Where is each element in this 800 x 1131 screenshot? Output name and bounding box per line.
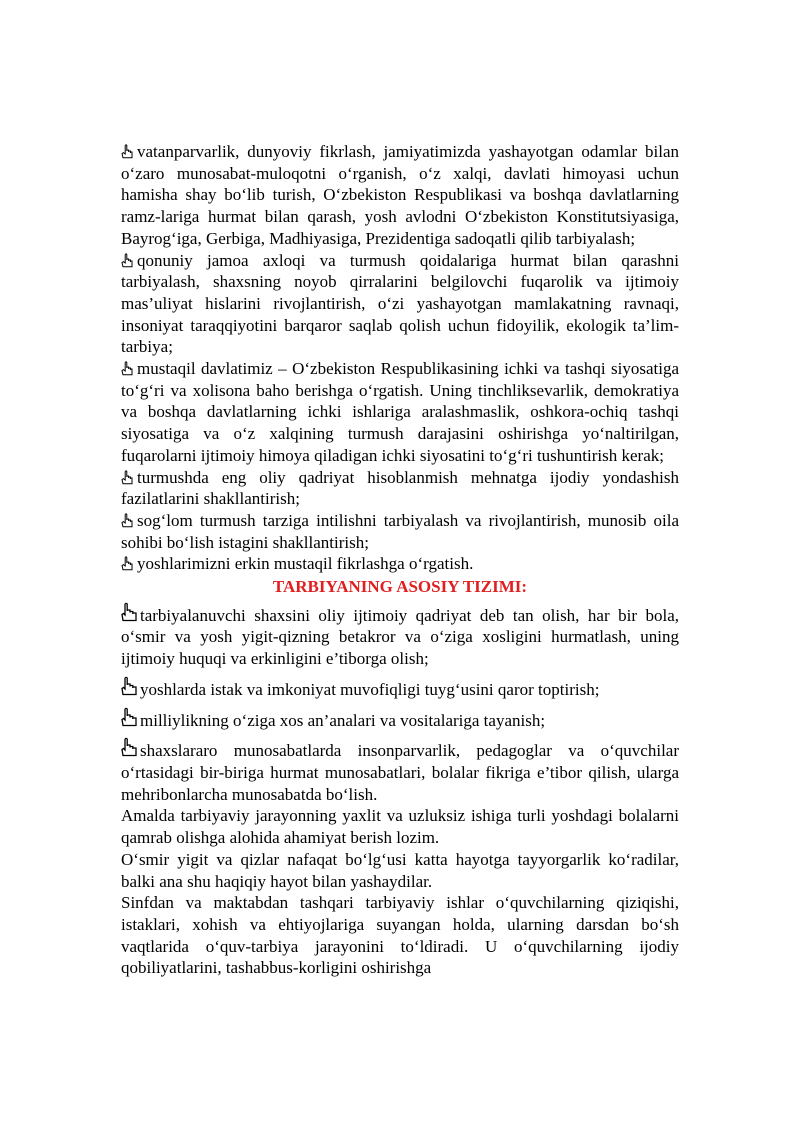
goal-item-6 — [121, 553, 679, 575]
goal-item-text: mustaqil davlatimiz – O‘zbekiston Respublikasining ichki va tashqi siyosatiga to‘g‘ri va xolisona baho berishga o‘rgatish. Uning tinchliksevarlik, demokratiya va boshqa davlatlarning ichki ishlariga aralashmaslik, oshkora-ochiq tashqi siyosatiga va o‘z xalqining turmush darajasini oshirishga yo‘naltirilgan, fuqarolarni ijtimoiy himoya qiladigan ichki siyosatini to‘g‘ri tushuntirish kerak; — [121, 359, 679, 465]
pointing-hand-icon — [121, 513, 133, 528]
body-paragraph-2: O‘smir yigit va qizlar nafaqat bo‘lg‘usi katta hayotga tayyorgarlik ko‘radilar, balki ana shu haqiqiy hayot bilan yashaydilar. — [121, 849, 679, 891]
goal-item-text: turmushda eng oliy qadriyat hisoblanmish mehnatga ijodiy yondashish fazilatlarini shakllantirish; — [121, 467, 679, 509]
system-item-text: yoshlarda istak va imkoniyat muvofiqligi tuyg‘usini qaror toptirish; — [140, 679, 600, 699]
goal-item-4 — [121, 467, 679, 510]
goal-item-2 — [121, 250, 679, 359]
goal-item-text: vatanparvarlik, dunyoviy fikrlash, jamiyatimizda yashayotgan odamlar bilan o‘zaro munosabat-muloqotni o‘rganish, o‘z xalqi, davlati himoyasi uchun hamisha shay bo‘lib turish, O‘zbekiston Respublikasi va boshqa davlatlarning ramz-lariga hurmat bilan qarash, yosh avlodni O‘zbekiston Konstitutsiyasiga, Bayrog‘iga, Gerbiga, Madhiyasiga, Prezidentiga sadoqatli qilib tarbiyalash; — [121, 142, 679, 248]
system-item-4 — [121, 737, 679, 805]
pointing-hand-icon — [121, 707, 139, 727]
system-item-1 — [121, 602, 679, 670]
system-item-3 — [121, 707, 679, 732]
pointing-hand-icon — [121, 361, 133, 376]
pointing-hand-icon — [121, 144, 133, 159]
goal-item-5 — [121, 510, 679, 553]
body-paragraph-1: Amalda tarbiyaviy jarayonning yaxlit va uzluksiz ishiga turli yoshdagi bolalarni qamrab olishga alohida ahamiyat berish lozim. — [121, 806, 679, 848]
system-item-text: milliylikning o‘ziga xos an’analari va vositalariga tayanish; — [140, 710, 546, 730]
section-heading: TARBIYANING ASOSIY TIZIMI: — [272, 577, 528, 597]
pointing-hand-icon — [121, 737, 139, 757]
pointing-hand-icon — [121, 602, 139, 622]
goal-item-3 — [121, 358, 679, 467]
goal-item-text: yoshlarimizni erkin mustaqil fikrlashga o‘rgatish. — [137, 554, 474, 574]
pointing-hand-icon — [121, 556, 133, 571]
goal-item-1 — [121, 141, 679, 250]
document-page — [121, 141, 679, 979]
system-item-2 — [121, 676, 679, 701]
pointing-hand-icon — [121, 253, 133, 268]
pointing-hand-icon — [121, 676, 139, 696]
system-item-text: shaxslararo munosabatlarda insonparvarlik, pedagoglar va o‘quvchilar o‘rtasidagi bir-biriga hurmat munosabatlari, bolalar fikriga e’tibor qilish, ularga mehribonlarcha munosabatda bo‘lish. — [121, 741, 679, 804]
system-item-text: tarbiyalanuvchi shaxsini oliy ijtimoiy qadriyat deb tan olish, har bir bola, o‘smir va yosh yigit-qizning betakror va o‘ziga xosligini hurmatlash, uning ijtimoiy huquqi va erkinligini e’tiborga olish; — [121, 605, 679, 669]
goal-item-text: qonuniy jamoa axloqi va turmush qoidalariga hurmat bilan qarashni tarbiyalash, shaxsning noyob qirralarini belgilovchi fuqarolik va ijtimoiy mas’uliyat hislarini rivojlantirish, o‘zi yashayotgan mamlakatning ravnaqi, insoniyat taraqqiyotini barqaror saqlab qolish uchun fidoyilik, ekologik ta’lim-tarbiya; — [121, 250, 679, 357]
pointing-hand-icon — [121, 470, 133, 485]
body-paragraph-3: Sinfdan va maktabdan tashqari tarbiyaviy ishlar o‘quvchilarning qiziqishi, istaklari, xohish va ehtiyojlariga suyangan holda, ularning darsdan bo‘sh vaqtlarida o‘quv-tarbiya jarayonini to‘ldiradi. U o‘quvchilarning ijodiy qobiliyatlarini, tashabbus-korligini oshirishga — [121, 893, 679, 978]
goal-item-text: sog‘lom turmush tarziga intilishni tarbiyalash va rivojlantirish, munosib oila sohibi bo‘lish istagini shakllantirish; — [121, 510, 679, 552]
